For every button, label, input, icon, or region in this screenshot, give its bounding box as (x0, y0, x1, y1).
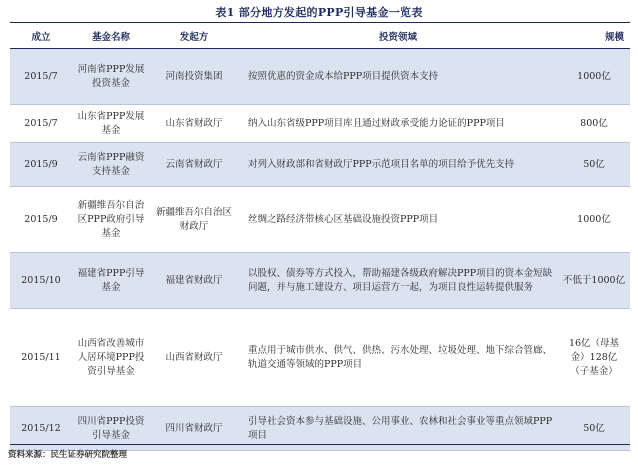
cell-date: 2015/7 (10, 49, 72, 105)
table-row (10, 49, 630, 105)
source-note: 资料来源：民生证券研究院整理 (8, 450, 128, 460)
cell-scale: 50亿 (558, 143, 630, 187)
table-header-row (10, 23, 630, 49)
cell-fund: 山西省改善城市人居环境PPP投资引导基金 (72, 309, 150, 407)
cell-initiator: 山东省财政厅 (150, 105, 238, 143)
header-initiator: 发起方 (150, 23, 238, 49)
cell-initiator: 新疆维吾尔自治区财政厅 (150, 187, 238, 253)
cell-scale: 不低于1000亿 (558, 253, 630, 309)
ppp-fund-table (10, 22, 630, 451)
cell-fund: 四川省PPP投资引导基金 (72, 407, 150, 451)
cell-date: 2015/9 (10, 143, 72, 187)
cell-domain: 对列入财政部和省财政厅PPP示范项目名单的项目给予优先支持 (238, 143, 558, 187)
cell-date: 2015/7 (10, 105, 72, 143)
cell-fund: 河南省PPP发展投资基金 (72, 49, 150, 105)
table-row (10, 253, 630, 309)
cell-initiator: 山西省财政厅 (150, 309, 238, 407)
cell-date: 2015/12 (10, 407, 72, 451)
cell-scale: 1000亿 (558, 49, 630, 105)
header-domain: 投资领域 (238, 23, 558, 49)
table-title: 表1 部分地方发起的PPP引导基金一览表 (215, 6, 423, 19)
cell-domain: 丝绸之路经济带核心区基础设施投资PPP项目 (238, 187, 558, 253)
cell-initiator: 福建省财政厅 (150, 253, 238, 309)
cell-fund: 云南省PPP融资支持基金 (72, 143, 150, 187)
cell-date: 2015/11 (10, 309, 72, 407)
header-fund-name: 基金名称 (72, 23, 150, 49)
table-bottom-rule (10, 444, 630, 445)
cell-domain: 引导社会资本参与基础设施、公用事业、农林和社会事业等重点领域PPP项目 (238, 407, 558, 451)
table-row (10, 105, 630, 143)
cell-scale: 800亿 (558, 105, 630, 143)
cell-fund: 新疆维吾尔自治区PPP政府引导基金 (72, 187, 150, 253)
cell-domain: 纳入山东省级PPP项目库且通过财政承受能力论证的PPP项目 (238, 105, 558, 143)
cell-domain: 按照优惠的资金成本给PPP项目提供资本支持 (238, 49, 558, 105)
table-row (10, 143, 630, 187)
cell-domain: 重点用于城市供水、供气、供热、污水处理、垃圾处理、地下综合管廊、轨道交通等领域的PPP项目 (238, 309, 558, 407)
cell-fund: 山东省PPP发展基金 (72, 105, 150, 143)
cell-date: 2015/9 (10, 187, 72, 253)
table-row (10, 187, 630, 253)
cell-initiator: 云南省财政厅 (150, 143, 238, 187)
cell-scale: 1000亿 (558, 187, 630, 253)
cell-fund: 福建省PPP引导基金 (72, 253, 150, 309)
cell-domain: 以股权、债券等方式投入，帮助福建各级政府解决PPP项目的资本金短缺问题，并与施工建设方、项目运营方一起，为项目良性运转提供服务 (238, 253, 558, 309)
header-scale: 规模 (558, 23, 630, 49)
cell-date: 2015/10 (10, 253, 72, 309)
table-row (10, 309, 630, 407)
cell-initiator: 河南投资集团 (150, 49, 238, 105)
cell-scale: 16亿（母基金）128亿（子基金） (558, 309, 630, 407)
cell-scale: 50亿 (558, 407, 630, 451)
cell-initiator: 四川省财政厅 (150, 407, 238, 451)
header-established: 成立 (10, 23, 72, 49)
